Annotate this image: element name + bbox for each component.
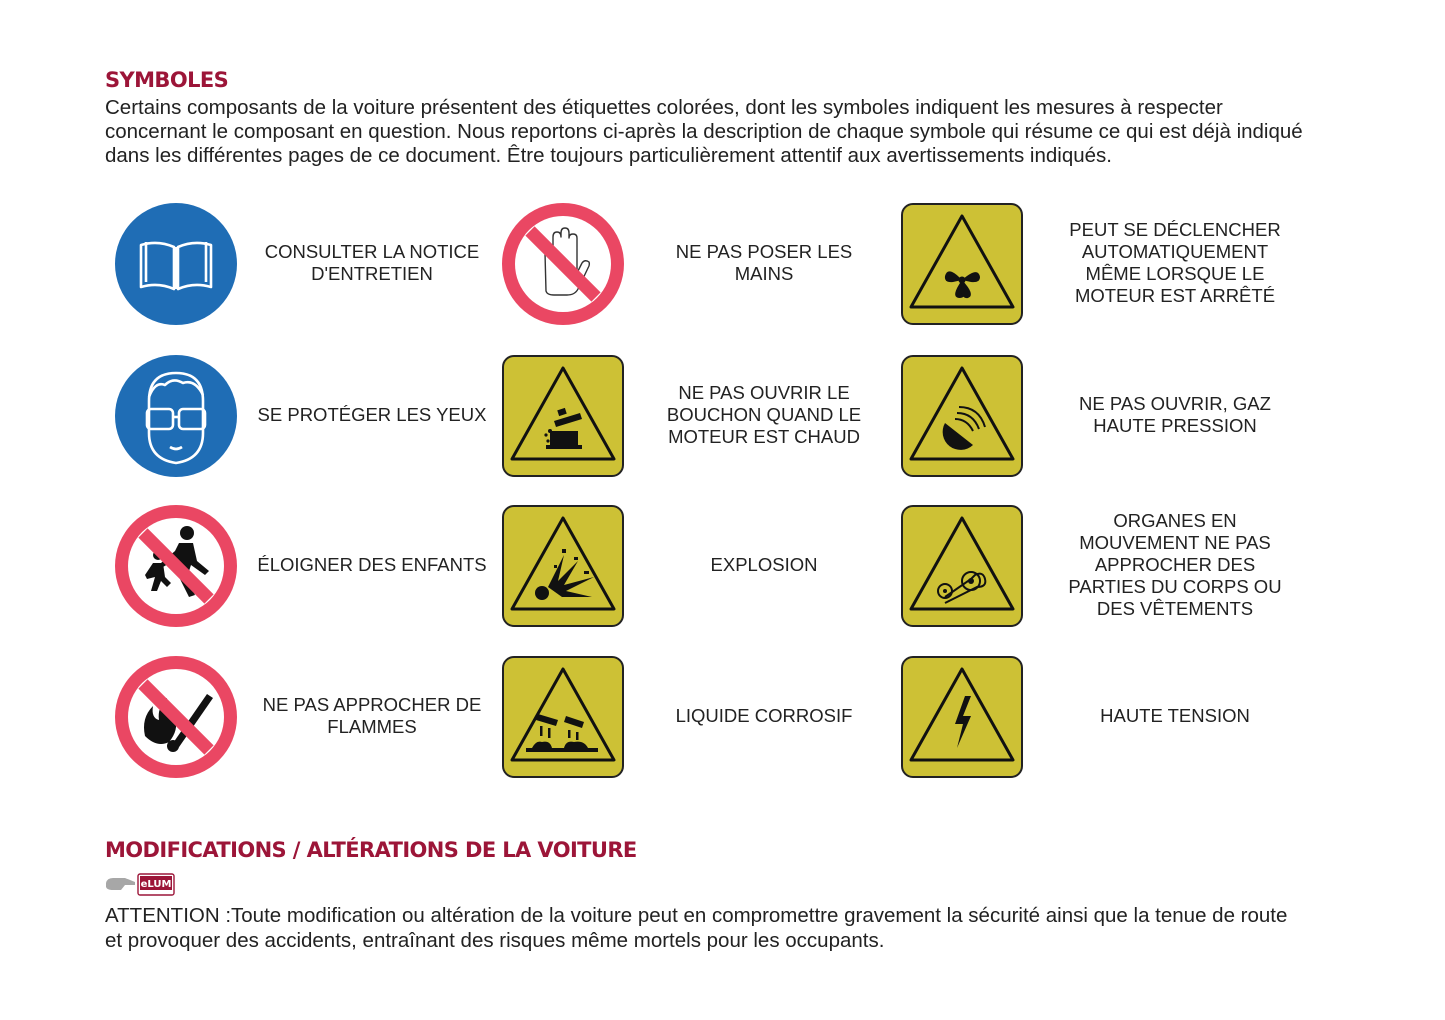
warning-paragraph: ATTENTION :Toute modification ou altération de la voiture peut en compromettre gravement la sécurité ainsi que la tenue de route et provoquer des accidents, entraînant des risques même mortels pour les occupants.	[105, 904, 1288, 952]
manual-book-icon	[115, 203, 237, 325]
hot-cap-warning-icon	[502, 355, 624, 477]
label-hot-cap: NE PAS OUVRIR LE BOUCHON QUAND LE MOTEUR EST CHAUD	[666, 382, 862, 447]
label-children: ÉLOIGNER DES ENFANTS	[257, 554, 487, 575]
no-hands-icon	[502, 203, 624, 325]
fan-warning-icon	[901, 203, 1023, 325]
label-explosion: EXPLOSION	[710, 554, 818, 575]
intro-paragraph: Certains composants de la voiture présentent des étiquettes colorées, dont les symboles indiquent les mesures à respecter concernant le composant en question. Nous reportons ci-après la description de chaque symbole qui résume ce qui est déjà indiqué dans les différentes pages de ce document. Être toujours particulièrement attentif aux avertissements indiqués.	[105, 96, 1303, 167]
label-eyes: SE PROTÉGER LES YEUX	[257, 404, 487, 425]
label-no-hands: NE PAS POSER LES MAINS	[675, 241, 853, 284]
label-fan: PEUT SE DÉCLENCHER AUTOMATIQUEMENT MÊME LORSQUE LE MOTEUR EST ARRÊTÉ	[1069, 219, 1281, 306]
label-gas: NE PAS OUVRIR, GAZ HAUTE PRESSION	[1079, 393, 1271, 436]
elum-badge-label: eLUM	[140, 879, 172, 890]
eye-protection-icon	[115, 355, 237, 477]
label-flames: NE PAS APPROCHER DE FLAMMES	[262, 694, 482, 737]
keep-children-away-icon	[115, 505, 237, 627]
elum-reference-badge	[105, 873, 175, 897]
moving-parts-icon	[901, 505, 1023, 627]
high-pressure-gas-icon	[901, 355, 1023, 477]
label-corrosive: LIQUIDE CORROSIF	[675, 705, 853, 726]
pointing-hand-icon	[106, 878, 135, 890]
label-manual: CONSULTER LA NOTICE D'ENTRETIEN	[264, 241, 480, 284]
label-high-voltage: HAUTE TENSION	[1100, 705, 1250, 726]
high-voltage-icon	[901, 656, 1023, 778]
explosion-warning-icon	[502, 505, 624, 627]
corrosive-liquid-icon	[502, 656, 624, 778]
label-moving-parts: ORGANES EN MOUVEMENT NE PAS APPROCHER DES PARTIES DU CORPS OU DES VÊTEMENTS	[1068, 510, 1282, 619]
no-flames-icon	[115, 656, 237, 778]
section-title-symboles: SYMBOLES	[105, 68, 229, 92]
section-title-modifications: MODIFICATIONS / ALTÉRATIONS DE LA VOITURE	[105, 838, 637, 862]
